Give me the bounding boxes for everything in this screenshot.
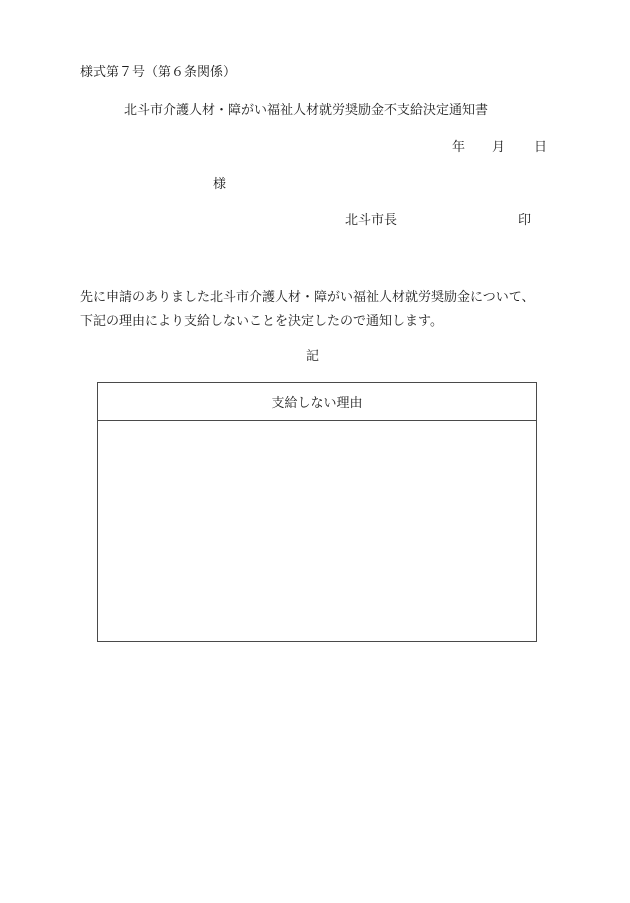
reason-table — [97, 382, 537, 642]
document-title: 北斗市介護人材・障がい福祉人材就労奨励金不支給決定通知書 — [124, 103, 489, 118]
reason-table-header: 支給しない理由 — [98, 383, 536, 421]
date-day-label: 日 — [534, 140, 548, 155]
date-year-label: 年 — [452, 140, 466, 155]
body-text-line-1: 先に申請のありました北斗市介護人材・障がい福祉人材就労奨励金について、 — [80, 290, 535, 305]
date-month-label: 月 — [492, 140, 506, 155]
issuer-name: 北斗市長 — [345, 213, 398, 228]
reason-table-body — [98, 421, 536, 641]
ki-heading: 記 — [306, 349, 320, 364]
body-text-line-2: 下記の理由により支給しないことを決定したので通知します。 — [80, 314, 443, 329]
form-number: 様式第７号（第６条関係） — [80, 65, 237, 80]
addressee-honorific: 様 — [213, 177, 227, 192]
seal-mark: 印 — [518, 213, 532, 228]
